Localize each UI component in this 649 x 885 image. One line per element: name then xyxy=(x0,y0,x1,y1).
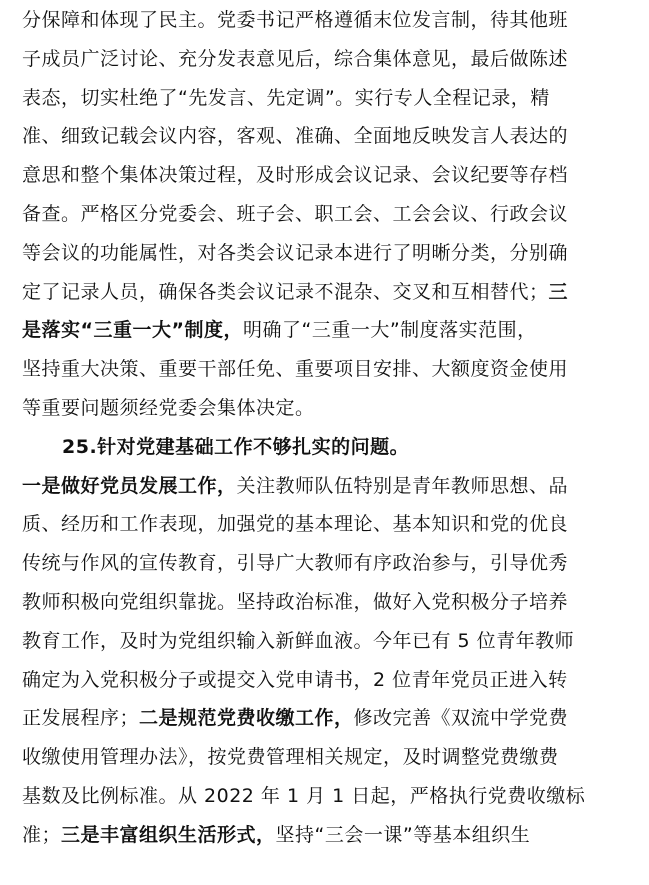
text-run: 修改完善《双流中学党费 xyxy=(353,707,569,730)
text-line xyxy=(22,778,585,815)
text-run: 确定为入党积极分子或提交入党申请书，2 位青年党员正进入转 xyxy=(22,668,568,691)
text-run: 坚持“三会一课”等基本组织生 xyxy=(275,823,531,846)
text-run: 坚持重大决策、重要干部任免、重要项目安排、大额度资金使用 xyxy=(22,358,569,381)
text-line xyxy=(22,623,574,660)
text-run: 明确了“三重一大”制度落实范围， xyxy=(242,319,537,342)
text-line xyxy=(22,662,568,699)
bold-text-run: 三 xyxy=(548,280,569,303)
bold-text-run: 一是做好党员发展工作， xyxy=(22,474,237,497)
section-heading xyxy=(62,429,409,466)
text-line xyxy=(22,817,530,854)
text-run: 等重要问题须经党委会集体决定。 xyxy=(22,397,315,419)
bold-text-run: 三是丰富组织生活形式， xyxy=(61,823,276,846)
text-run: 教育工作，及时为党组织输入新鲜血液。今年已有 5 位青年教师 xyxy=(22,629,575,652)
text-line xyxy=(22,351,568,388)
text-run: 等会议的功能属性，对各类会议记录本进行了明晰分类，分别确 xyxy=(22,241,569,264)
text-line xyxy=(22,739,559,776)
text-line xyxy=(22,274,568,311)
text-line xyxy=(22,545,568,582)
text-run: 备查。严格区分党委会、班子会、职工会、工会会议、行政会议 xyxy=(22,203,569,225)
text-run: 准、细致记载会议内容，客观、准确、全面地反映发言人表达的 xyxy=(22,125,569,148)
text-line xyxy=(22,196,568,233)
text-run: 正发展程序； xyxy=(22,707,140,730)
text-run: 准； xyxy=(22,823,62,846)
text-line xyxy=(22,390,315,427)
text-run: 子成员广泛讨论、充分发表意见后，综合集体意见，最后做陈述 xyxy=(22,47,569,70)
text-line xyxy=(22,157,568,194)
text-line xyxy=(22,235,568,272)
text-line xyxy=(22,506,568,543)
text-line xyxy=(22,700,568,737)
text-run: 教师积极向党组织靠拢。坚持政治标准，做好入党积极分子培养 xyxy=(22,591,569,613)
bold-text-run: 是落实“三重一大”制度， xyxy=(22,319,243,342)
text-line xyxy=(22,584,568,621)
text-run: 收缴使用管理办法》，按党费管理相关规定，及时调整党费缴费 xyxy=(22,746,559,769)
text-line xyxy=(22,118,568,155)
text-line xyxy=(22,312,537,349)
bold-text-run: 25.针对党建基础工作不够扎实的问题。 xyxy=(62,435,410,458)
text-line xyxy=(22,2,568,39)
text-line xyxy=(22,80,550,117)
bold-text-run: 二是规范党费收缴工作， xyxy=(139,707,354,730)
text-run: 传统与作风的宣传教育，引导广大教师有序政治参与，引导优秀 xyxy=(22,552,569,575)
text-run: 关注教师队伍特别是青年教师思想、品 xyxy=(236,474,569,497)
text-run: 表态，切实杜绝了“先发言、先定调”。实行专人全程记录，精 xyxy=(22,86,550,109)
text-line xyxy=(22,41,568,78)
text-run: 分保障和体现了民主。党委书记严格遵循末位发言制，待其他班 xyxy=(22,9,569,31)
text-run: 意思和整个集体决策过程，及时形成会议记录、会议纪要等存档 xyxy=(22,164,569,187)
text-run: 基数及比例标准。从 2022 年 1 月 1 日起，严格执行党费收缴标 xyxy=(22,785,586,807)
text-run: 质、经历和工作表现，加强党的基本理论、基本知识和党的优良 xyxy=(22,513,569,536)
text-run: 定了记录人员，确保各类会议记录不混杂、交叉和互相替代； xyxy=(22,280,549,303)
text-line xyxy=(22,468,568,505)
